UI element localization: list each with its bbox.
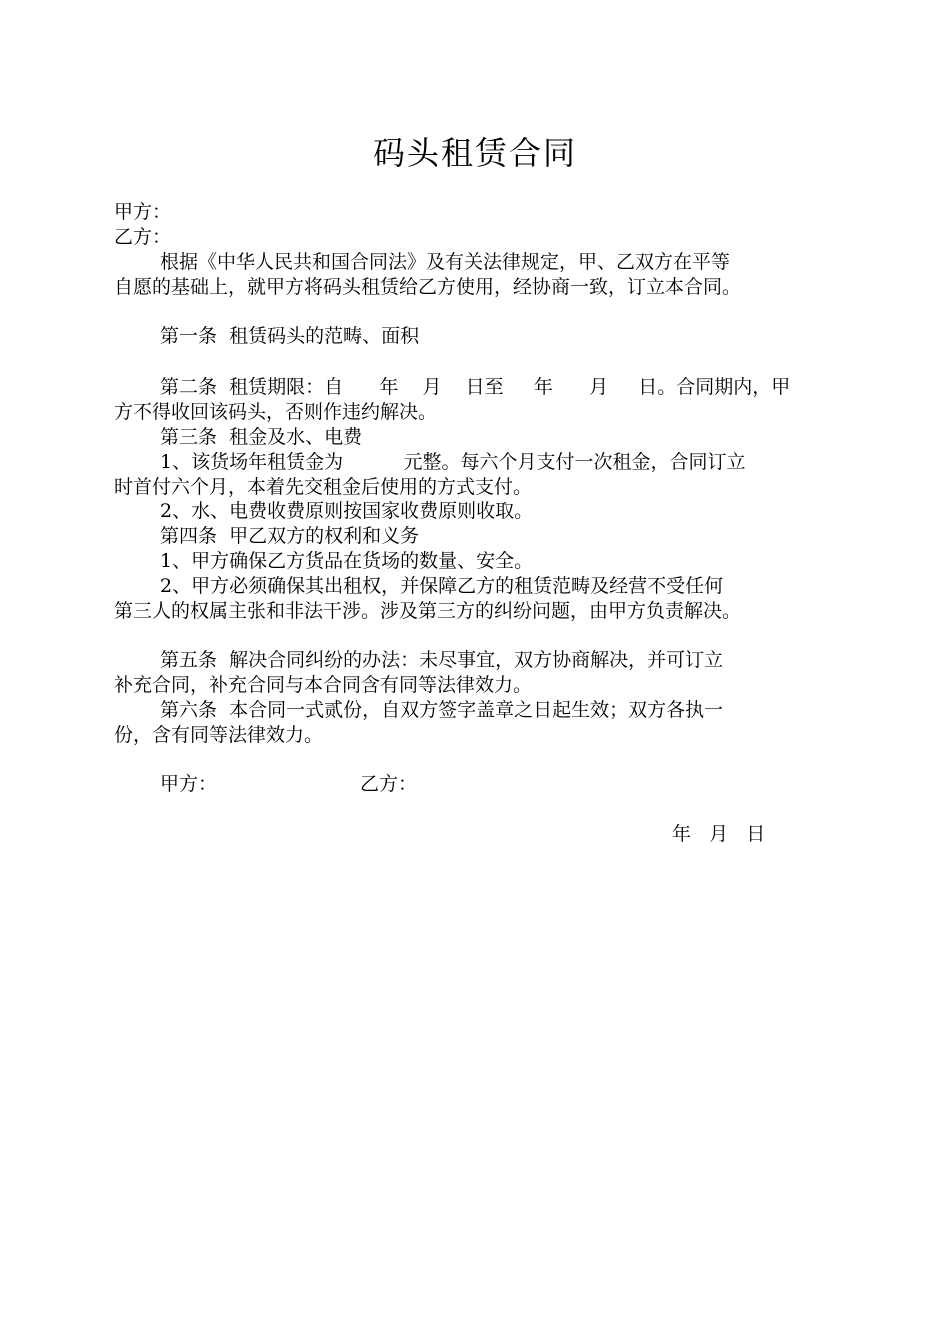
article-4-item-2-line-1: 2、甲方必须确保其出租权，并保障乙方的租赁范畴及经营不受任何 — [160, 575, 724, 597]
document-title: 码头租赁合同 — [372, 134, 577, 172]
article-2-line-1: 第二条 租赁期限：自 年 月 日至 年 月 日。合同期内，甲 — [160, 376, 791, 398]
article-5-line-2: 补充合同，补充合同与本合同含有同等法律效力。 — [114, 674, 533, 696]
party-a-label: 甲方： — [114, 201, 172, 223]
article-1-heading: 第一条 租赁码头的范畴、面积 — [160, 325, 420, 347]
article-2-line-2: 方不得收回该码头，否则作违约解决。 — [114, 401, 438, 423]
signature-party-b: 乙方： — [360, 773, 418, 795]
article-4-item-2-line-2: 第三人的权属主张和非法干涉。涉及第三方的纠纷问题，由甲方负责解决。 — [114, 600, 742, 622]
signature-party-a: 甲方： — [160, 773, 218, 795]
party-b-label: 乙方： — [114, 226, 172, 248]
signature-date: 年 月 日 — [672, 823, 766, 845]
article-5-line-1: 第五条 解决合同纠纷的办法：未尽事宜，双方协商解决，并可订立 — [160, 649, 724, 671]
article-3-item-1-line-1: 1、该货场年租赁金为 元整。每六个月支付一次租金，合同订立 — [160, 451, 746, 473]
article-4-item-1: 1、甲方确保乙方货品在货场的数量、安全。 — [160, 550, 534, 572]
article-4-heading: 第四条 甲乙双方的权利和义务 — [160, 525, 420, 547]
intro-line-1: 根据《中华人民共和国合同法》及有关法律规定，甲、乙双方在平等 — [160, 251, 731, 273]
intro-line-2: 自愿的基础上，就甲方将码头租赁给乙方使用，经协商一致，订立本合同。 — [114, 276, 742, 298]
article-6-line-1: 第六条 本合同一式贰份，自双方签字盖章之日起生效；双方各执一 — [160, 699, 724, 721]
article-3-item-1-line-2: 时首付六个月，本着先交租金后使用的方式支付。 — [114, 476, 533, 498]
article-6-line-2: 份，含有同等法律效力。 — [114, 724, 324, 746]
article-3-heading: 第三条 租金及水、电费 — [160, 426, 363, 448]
article-3-item-2: 2、水、电费收费原则按国家收费原则收取。 — [160, 500, 534, 522]
